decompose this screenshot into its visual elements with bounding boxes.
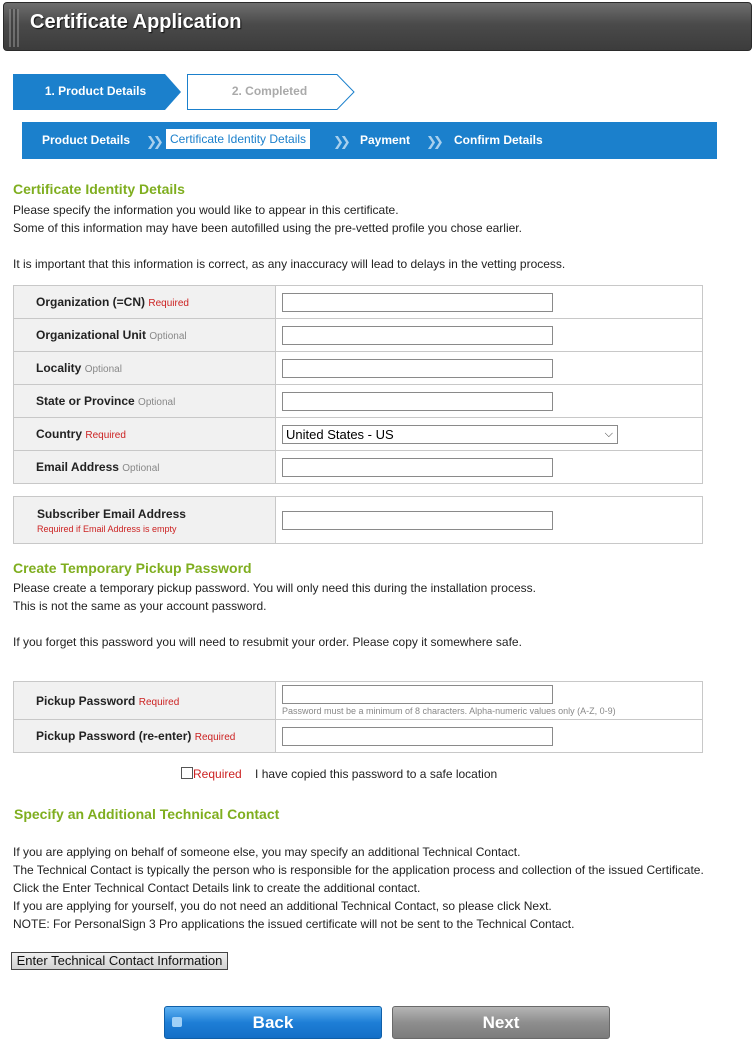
organization-label: Organization (=CN) Required [14, 286, 276, 319]
locality-input[interactable] [282, 359, 553, 378]
state-input[interactable] [282, 392, 553, 411]
step-completed [187, 74, 355, 110]
next-button[interactable] [392, 1006, 610, 1039]
copied-password-checkline [181, 767, 497, 781]
identity-intro-2: Some of this information may have been autofilled using the pre-vetted profile you chose earlier. [13, 221, 522, 235]
copied-password-checkbox[interactable] [181, 767, 193, 779]
state-label: State or Province Optional [14, 385, 276, 418]
email-input[interactable] [282, 458, 553, 477]
chevron-down-icon: ⌵ [604, 427, 613, 440]
step-label: 2. Completed [231, 84, 308, 98]
pickup-password-reenter-label: Pickup Password (re-enter) Required [14, 720, 276, 753]
form-row-pickup-password-reenter [14, 720, 703, 753]
pickup-password-label: Pickup Password Required [14, 682, 276, 720]
pickup-password-reenter-input[interactable] [282, 727, 553, 746]
copied-password-label: I have copied this password to a safe location [255, 767, 498, 781]
password-intro-2: This is not the same as your account password. [13, 599, 267, 613]
required-tag: Required [138, 696, 180, 708]
page-title: Certificate Application [30, 11, 242, 33]
optional-tag: Optional [149, 331, 187, 342]
password-intro-1: Please create a temporary pickup password. You will only need this during the installation process. [13, 581, 536, 595]
technical-line-4: If you are applying for yourself, you do not need an additional Technical Contact, so please click Next. [13, 899, 552, 913]
required-tag: Required [148, 298, 189, 309]
identity-intro-1: Please specify the information you would like to appear in this certificate. [13, 203, 399, 217]
breadcrumb-certificate-identity-details: Certificate Identity Details [166, 129, 310, 149]
technical-line-2: The Technical Contact is typically the person who is responsible for the application process and collection of the issued Certificate. [13, 863, 704, 877]
locality-label: Locality Optional [14, 352, 276, 385]
identity-form [13, 285, 703, 484]
title-bar [3, 2, 752, 51]
form-row-subscriber-email [14, 497, 703, 544]
form-row-organization [14, 286, 703, 319]
breadcrumb-payment: Payment [360, 133, 411, 147]
organizational-unit-input[interactable] [282, 326, 553, 345]
technical-line-5: NOTE: For PersonalSign 3 Pro applications the issued certificate will not be sent to the Technical Contact. [13, 917, 575, 931]
password-intro-3: If you forget this password you will need to resubmit your order. Please copy it somewhere safe. [13, 635, 522, 649]
section-title-password: Create Temporary Pickup Password [13, 560, 252, 576]
optional-tag: Optional [122, 463, 160, 474]
required-tag: Required [85, 430, 126, 441]
form-row-state [14, 385, 703, 418]
form-row-pickup-password [14, 682, 703, 720]
identity-intro-3: It is important that this information is correct, as any inaccuracy will lead to delays in the vetting process. [13, 257, 566, 271]
subscriber-form [13, 496, 703, 544]
password-form [13, 681, 703, 753]
form-row-email [14, 451, 703, 484]
subscriber-email-label: Subscriber Email Address Required if Email Address is empty [14, 497, 276, 544]
subscriber-email-note: Required if Email Address is empty [37, 523, 177, 534]
optional-tag: Optional [84, 364, 122, 375]
grip-decoration [9, 9, 19, 47]
subscriber-email-input[interactable] [282, 511, 553, 530]
country-label: Country Required [14, 418, 276, 451]
pickup-password-input[interactable] [282, 685, 553, 704]
password-hint: Password must be a minimum of 8 characters. Alpha-numeric values only (A-Z, 0-9) [282, 706, 616, 716]
technical-line-1: If you are applying on behalf of someone else, you may specify an additional Technical Contact. [13, 845, 521, 859]
back-button-label: Back [252, 1013, 294, 1032]
breadcrumb-product-details[interactable]: Product Details [42, 133, 131, 147]
required-tag: Required [194, 732, 236, 743]
chevron-right-icon: ❯❯ [146, 134, 160, 149]
section-title-identity: Certificate Identity Details [13, 181, 185, 197]
enter-technical-contact-button[interactable]: Enter Technical Contact Information [11, 952, 228, 970]
organizational-unit-label: Organizational Unit Optional [14, 319, 276, 352]
technical-line-3: Click the Enter Technical Contact Details link to create the additional contact. [13, 881, 421, 895]
back-button[interactable] [164, 1006, 382, 1039]
optional-tag: Optional [138, 397, 176, 408]
back-arrow-icon [172, 1017, 182, 1027]
step-label: 1. Product Details [44, 84, 147, 98]
chevron-right-icon: ❯❯ [426, 134, 440, 149]
form-row-locality [14, 352, 703, 385]
section-title-technical: Specify an Additional Technical Contact [14, 806, 280, 822]
country-select-value: United States - US [286, 426, 394, 442]
required-tag: Required [193, 767, 242, 781]
email-label: Email Address Optional [14, 451, 276, 484]
form-row-organizational-unit [14, 319, 703, 352]
country-select[interactable] [282, 425, 618, 444]
form-row-country [14, 418, 703, 451]
breadcrumb-confirm-details: Confirm Details [454, 133, 543, 147]
next-button-label: Next [482, 1013, 520, 1032]
step-product-details [13, 74, 183, 110]
chevron-right-icon: ❯❯ [333, 134, 347, 149]
breadcrumb [22, 122, 717, 159]
organization-input[interactable] [282, 293, 553, 312]
